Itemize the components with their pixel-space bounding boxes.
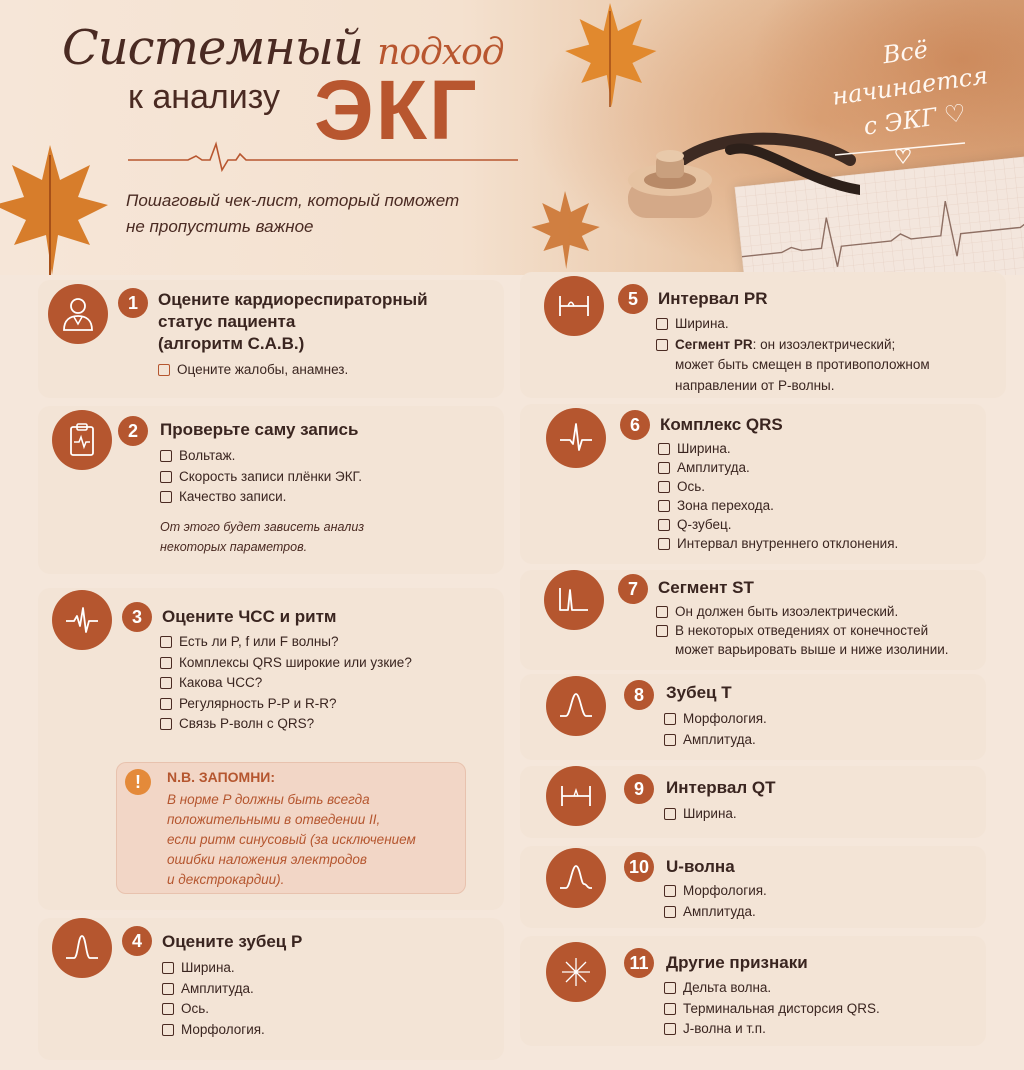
checklist-item[interactable]: Скорость записи плёнки ЭКГ. xyxy=(160,467,362,488)
checkbox[interactable] xyxy=(664,982,676,994)
checkbox[interactable] xyxy=(664,734,676,746)
step-number: 10 xyxy=(624,852,654,882)
card-step-6 xyxy=(520,404,986,564)
card-title: Оцените кардиореспираторный статус пациента (алгоритм С.А.В.) xyxy=(158,290,428,353)
checkbox[interactable] xyxy=(658,462,670,474)
step-number: 6 xyxy=(620,410,650,440)
checklist-item[interactable]: Связь P-волн с QRS? xyxy=(160,714,412,735)
checkbox[interactable] xyxy=(160,657,172,669)
card-step-7 xyxy=(520,570,986,670)
checkbox[interactable] xyxy=(658,538,670,550)
checkbox[interactable] xyxy=(162,1024,174,1036)
asterisk-icon xyxy=(546,942,606,1002)
checklist-item[interactable]: Качество записи. xyxy=(160,487,362,508)
checklist-item[interactable]: Ширина. xyxy=(664,804,737,825)
slogan-underline-icon xyxy=(835,125,985,175)
step-number: 5 xyxy=(618,284,648,314)
checklist-item[interactable]: Есть ли P, f или F волны? xyxy=(160,632,412,653)
checklist-item[interactable]: Морфология. xyxy=(162,1020,265,1041)
checklist-item[interactable]: Ширина. xyxy=(162,958,265,979)
st-segment-icon xyxy=(544,570,604,630)
t-wave-icon xyxy=(546,676,606,736)
u-wave-icon xyxy=(546,848,606,908)
qrs-complex-icon xyxy=(546,408,606,468)
checklist-item[interactable]: Морфология. xyxy=(664,709,767,730)
subtitle: Пошаговый чек-лист, который поможет не пропустить важное xyxy=(126,191,460,236)
checkbox[interactable] xyxy=(658,481,670,493)
checkbox[interactable] xyxy=(160,677,172,689)
checkbox[interactable] xyxy=(160,491,172,503)
checkbox[interactable] xyxy=(658,519,670,531)
card-step-5 xyxy=(520,272,1006,398)
checkbox[interactable] xyxy=(658,500,670,512)
checkbox[interactable] xyxy=(160,471,172,483)
checklist-item[interactable]: Вольтаж. xyxy=(160,446,362,467)
step-number: 2 xyxy=(118,416,148,446)
checklist-item[interactable]: Регулярность P-P и R-R? xyxy=(160,694,412,715)
checklist-item[interactable]: Морфология. xyxy=(664,881,767,902)
card-step-10 xyxy=(520,846,986,928)
checklist-item[interactable]: Амплитуда. xyxy=(658,458,898,477)
pr-interval-icon xyxy=(544,276,604,336)
checkbox[interactable] xyxy=(162,983,174,995)
checklist-item[interactable]: Интервал внутреннего отклонения. xyxy=(658,534,898,553)
checkbox[interactable] xyxy=(162,962,174,974)
header-banner xyxy=(0,0,1024,275)
checklist-item[interactable]: В некоторых отведениях от конечностей может варьировать выше и ниже изолинии. xyxy=(656,621,949,659)
title-line-1: Системный подход xyxy=(62,20,504,76)
checkbox[interactable] xyxy=(158,364,170,376)
checkbox[interactable] xyxy=(656,606,668,618)
maple-leaf-icon xyxy=(545,0,675,115)
checklist-item[interactable]: Ось. xyxy=(162,999,265,1020)
checklist-item[interactable]: Комплексы QRS широкие или узкие? xyxy=(160,653,412,674)
card-step-1 xyxy=(38,280,504,398)
card-title: Зубец T xyxy=(666,683,732,702)
maple-leaf-icon xyxy=(0,135,110,275)
checklist-item[interactable]: Ширина. xyxy=(658,439,898,458)
step-number: 1 xyxy=(118,288,148,318)
checkbox[interactable] xyxy=(664,885,676,897)
checkbox[interactable] xyxy=(656,318,668,330)
card-title: Сегмент ST xyxy=(658,578,754,597)
card-step-9 xyxy=(520,766,986,838)
step-number: 4 xyxy=(122,926,152,956)
p-wave-icon xyxy=(52,918,112,978)
checklist-item[interactable]: Зона перехода. xyxy=(658,496,898,515)
checkbox[interactable] xyxy=(160,718,172,730)
card-title: Проверьте саму запись xyxy=(160,420,359,439)
checkbox[interactable] xyxy=(656,339,668,351)
maple-leaf-icon xyxy=(510,185,620,275)
title-ekg: ЭКГ xyxy=(314,63,479,157)
step-number: 3 xyxy=(122,602,152,632)
qt-interval-icon xyxy=(546,766,606,826)
checklist-item[interactable]: Терминальная дисторсия QRS. xyxy=(664,999,880,1020)
checkbox[interactable] xyxy=(664,713,676,725)
card-title: U-волна xyxy=(666,857,735,876)
checklist-item[interactable]: Ось. xyxy=(658,477,898,496)
checklist-item[interactable]: J-волна и т.п. xyxy=(664,1019,880,1040)
checklist-item[interactable]: Амплитуда. xyxy=(162,979,265,1000)
nb-reminder-box xyxy=(116,762,466,894)
checkbox[interactable] xyxy=(160,636,172,648)
step-number: 8 xyxy=(624,680,654,710)
checklist-item[interactable]: Сегмент PR: он изоэлектрический; может быть смещен в противоположном направлении от P-волны. xyxy=(656,335,930,397)
checkbox[interactable] xyxy=(656,625,668,637)
card-step-2 xyxy=(38,406,504,574)
title-line-2: к анализу xyxy=(128,78,280,116)
card-step-4 xyxy=(38,918,504,1060)
checkbox[interactable] xyxy=(160,698,172,710)
card-title: Интервал QT xyxy=(666,778,776,797)
checkbox[interactable] xyxy=(162,1003,174,1015)
card-note: От этого будет зависеть анализ некоторых параметров. xyxy=(160,520,365,554)
checklist-item[interactable]: Какова ЧСС? xyxy=(160,673,412,694)
card-step-8 xyxy=(520,674,986,760)
doctor-icon xyxy=(48,284,108,344)
checklist-item[interactable]: Он должен быть изоэлектрический. xyxy=(656,602,949,621)
checkbox[interactable] xyxy=(664,906,676,918)
clipboard-ecg-icon xyxy=(52,410,112,470)
card-title: Интервал PR xyxy=(658,289,768,308)
checklist-item[interactable]: Ширина. xyxy=(656,314,930,335)
card-title: Другие признаки xyxy=(666,953,808,972)
ecg-line-divider-icon xyxy=(128,138,518,172)
checkbox[interactable] xyxy=(664,808,676,820)
nb-title: N.B. ЗАПОМНИ: xyxy=(167,769,276,785)
slogan: Всё начинается с ЭКГ ♡ xyxy=(830,35,990,141)
checkbox[interactable] xyxy=(664,1023,676,1035)
checkbox[interactable] xyxy=(658,443,670,455)
checklist-item[interactable]: Оцените жалобы, анамнез. xyxy=(158,360,348,381)
checklist-item[interactable]: Амплитуда. xyxy=(664,902,767,923)
card-step-11 xyxy=(520,936,986,1046)
step-number: 9 xyxy=(624,774,654,804)
step-number: 7 xyxy=(618,574,648,604)
nb-text: В норме P должны быть всегда положительными в отведении II, если ритм синусовый (за исключением ошибки наложения электродов и декстрокардии). xyxy=(167,792,416,887)
step-number: 11 xyxy=(624,948,654,978)
warning-icon: ! xyxy=(125,769,151,795)
checklist-item[interactable]: Q-зубец. xyxy=(658,515,898,534)
heartbeat-icon xyxy=(52,590,112,650)
checklist-item[interactable]: Амплитуда. xyxy=(664,730,767,751)
card-title: Оцените зубец P xyxy=(162,932,303,951)
card-title: Комплекс QRS xyxy=(660,415,783,434)
checkbox[interactable] xyxy=(160,450,172,462)
checkbox[interactable] xyxy=(664,1003,676,1015)
checklist-item[interactable]: Дельта волна. xyxy=(664,978,880,999)
card-title: Оцените ЧСС и ритм xyxy=(162,607,337,626)
